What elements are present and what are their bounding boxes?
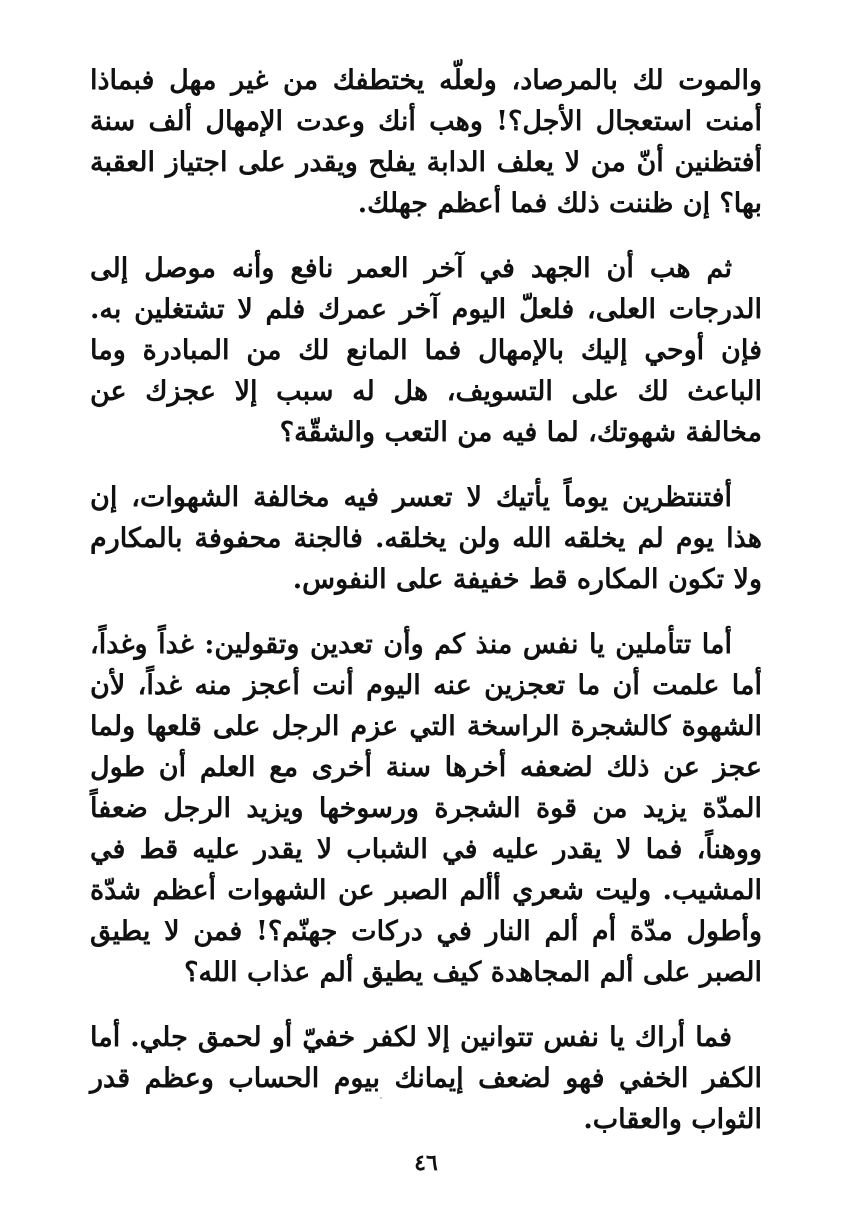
paragraph-4: أما تتأملين يا نفس منذ كم وأن تعدين وتقولين: غداً وغداً، أما علمت أن ما تعجزين عنه اليوم أنت أعجز منه غداً، لأن الشهوة كالشجرة الراسخة التي عزم الرجل على قلعها ولما عجز عن ذلك لضعفه أخرها سنة أخرى مع العلم أن طول المدّة يزيد من قوة الشجرة ورسوخها ويزيد الرجل ضعفاً ووهناً، فما لا يقدر عليه في الشباب لا يقدر عليه قط في المشيب. وليت شعري أألم الصبر عن الشهوات أعظم شدّة وأطول مدّة أم ألم النار في دركات جهنّم؟! فمن لا يطيق الصبر على ألم المجاهدة كيف يطيق ألم عذاب الله؟ <box>90 629 762 988</box>
paragraph-1: والموت لك بالمرصاد، ولعلّه يختطفك من غير مهل فبماذا أمنت استعجال الأجل؟! وهب أنك وعدت الإمهال ألف سنة أفتظنين أنّ من لا يعلف الدابة يفلح ويقدر على اجتياز العقبة بها؟ إن ظننت ذلك فما أعظم جهلك. <box>90 65 762 219</box>
paragraph-3: أفتنتظرين يوماً يأتيك لا تعسر فيه مخالفة الشهوات، إن هذا يوم لم يخلقه الله ولن يخلقه. فالجنة محفوفة بالمكارم ولا تكون المكاره قط خفيفة على النفوس. <box>90 482 762 595</box>
paragraph-gap <box>90 993 762 1017</box>
body-text <box>90 60 762 1140</box>
paragraph-gap <box>90 224 762 248</box>
paragraph-gap <box>90 453 762 477</box>
paragraph-2: ثم هب أن الجهد في آخر العمر نافع وأنه موصل إلى الدرجات العلى، فلعلّ اليوم آخر عمرك فلم لا تشتغلين به. فإن أوحي إليك بالإمهال فما المانع لك من المبادرة وما الباعث لك على التسويف، هل له سبب إلا عجزك عن مخالفة شهوتك، لما فيه من التعب والشقّة؟ <box>90 253 762 448</box>
paragraph-gap <box>90 600 762 624</box>
scan-speck <box>380 1097 382 1099</box>
paragraph-5: فما أراك يا نفس تتوانين إلا لكفر خفيّ أو لحمق جلي. أما الكفر الخفي فهو لضعف إيمانك بيوم الحساب وعظم قدر الثواب والعقاب. <box>90 1022 762 1135</box>
page-number: ٤٦ <box>414 1150 438 1176</box>
